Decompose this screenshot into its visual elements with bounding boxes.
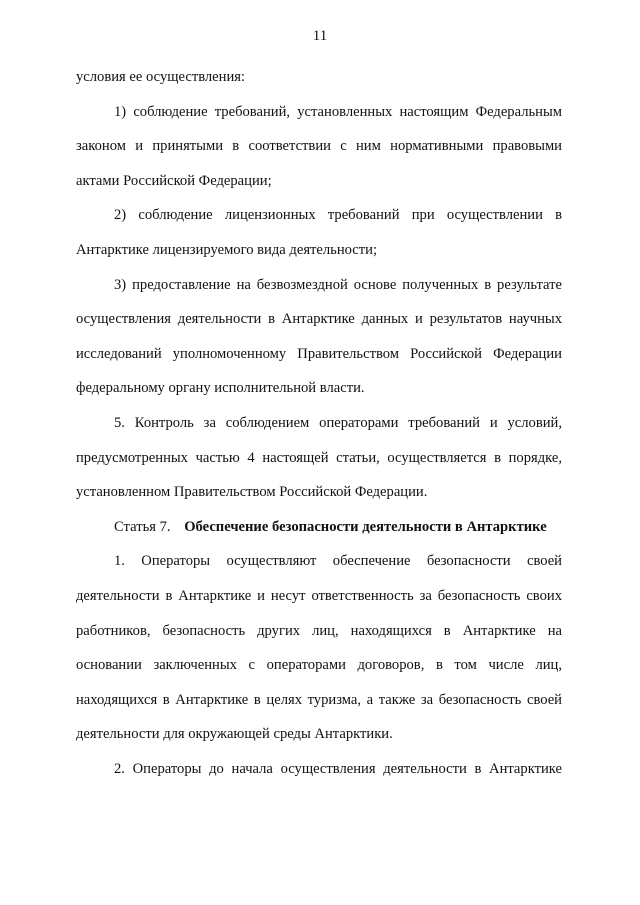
text-line: деятельности для окружающей среды Антарктики.	[76, 726, 393, 743]
text-line: деятельности в Антарктике и несут ответственность за безопасность своих	[76, 587, 562, 604]
text-line: основании заключенных с операторами договоров, в том числе лиц,	[76, 657, 562, 674]
text-line: актами Российской Федерации;	[76, 172, 272, 189]
text-line: предусмотренных частью 4 настоящей статьи, осуществляется в порядке,	[76, 449, 562, 466]
text-line: работников, безопасность других лиц, находящихся в Антарктике на	[76, 622, 562, 639]
text-line: 2) соблюдение лицензионных требований при осуществлении в	[114, 207, 562, 224]
text-line: 1) соблюдение требований, установленных настоящим Федеральным	[114, 103, 562, 120]
text-line: Антарктике лицензируемого вида деятельности;	[76, 241, 378, 258]
text-line: 2. Операторы до начала осуществления деятельности в Антарктике	[114, 760, 562, 777]
article-label: Статья 7.	[114, 518, 171, 535]
text-line: 1. Операторы осуществляют обеспечение безопасности своей	[114, 553, 562, 570]
text-line: 3) предоставление на безвозмездной основе полученных в результате	[114, 276, 562, 293]
text-line: федеральному органу исполнительной власти.	[76, 380, 365, 397]
text-line: исследований уполномоченному Правительством Российской Федерации	[76, 345, 562, 362]
body-text	[76, 60, 562, 786]
text-line: установленном Правительством Российской Федерации.	[76, 484, 428, 501]
text-line: осуществления деятельности в Антарктике данных и результатов научных	[76, 311, 562, 328]
page-number: 11	[312, 28, 328, 44]
text-line: находящихся в Антарктике в целях туризма, а также за безопасность своей	[76, 691, 562, 708]
text-line: законом и принятыми в соответствии с ним нормативными правовыми	[76, 138, 562, 155]
article-title: Обеспечение безопасности деятельности в Антарктике	[184, 518, 547, 535]
article-heading	[76, 510, 562, 545]
text-line: условия ее осуществления:	[76, 69, 246, 85]
text-line: 5. Контроль за соблюдением операторами требований и условий,	[114, 414, 562, 431]
